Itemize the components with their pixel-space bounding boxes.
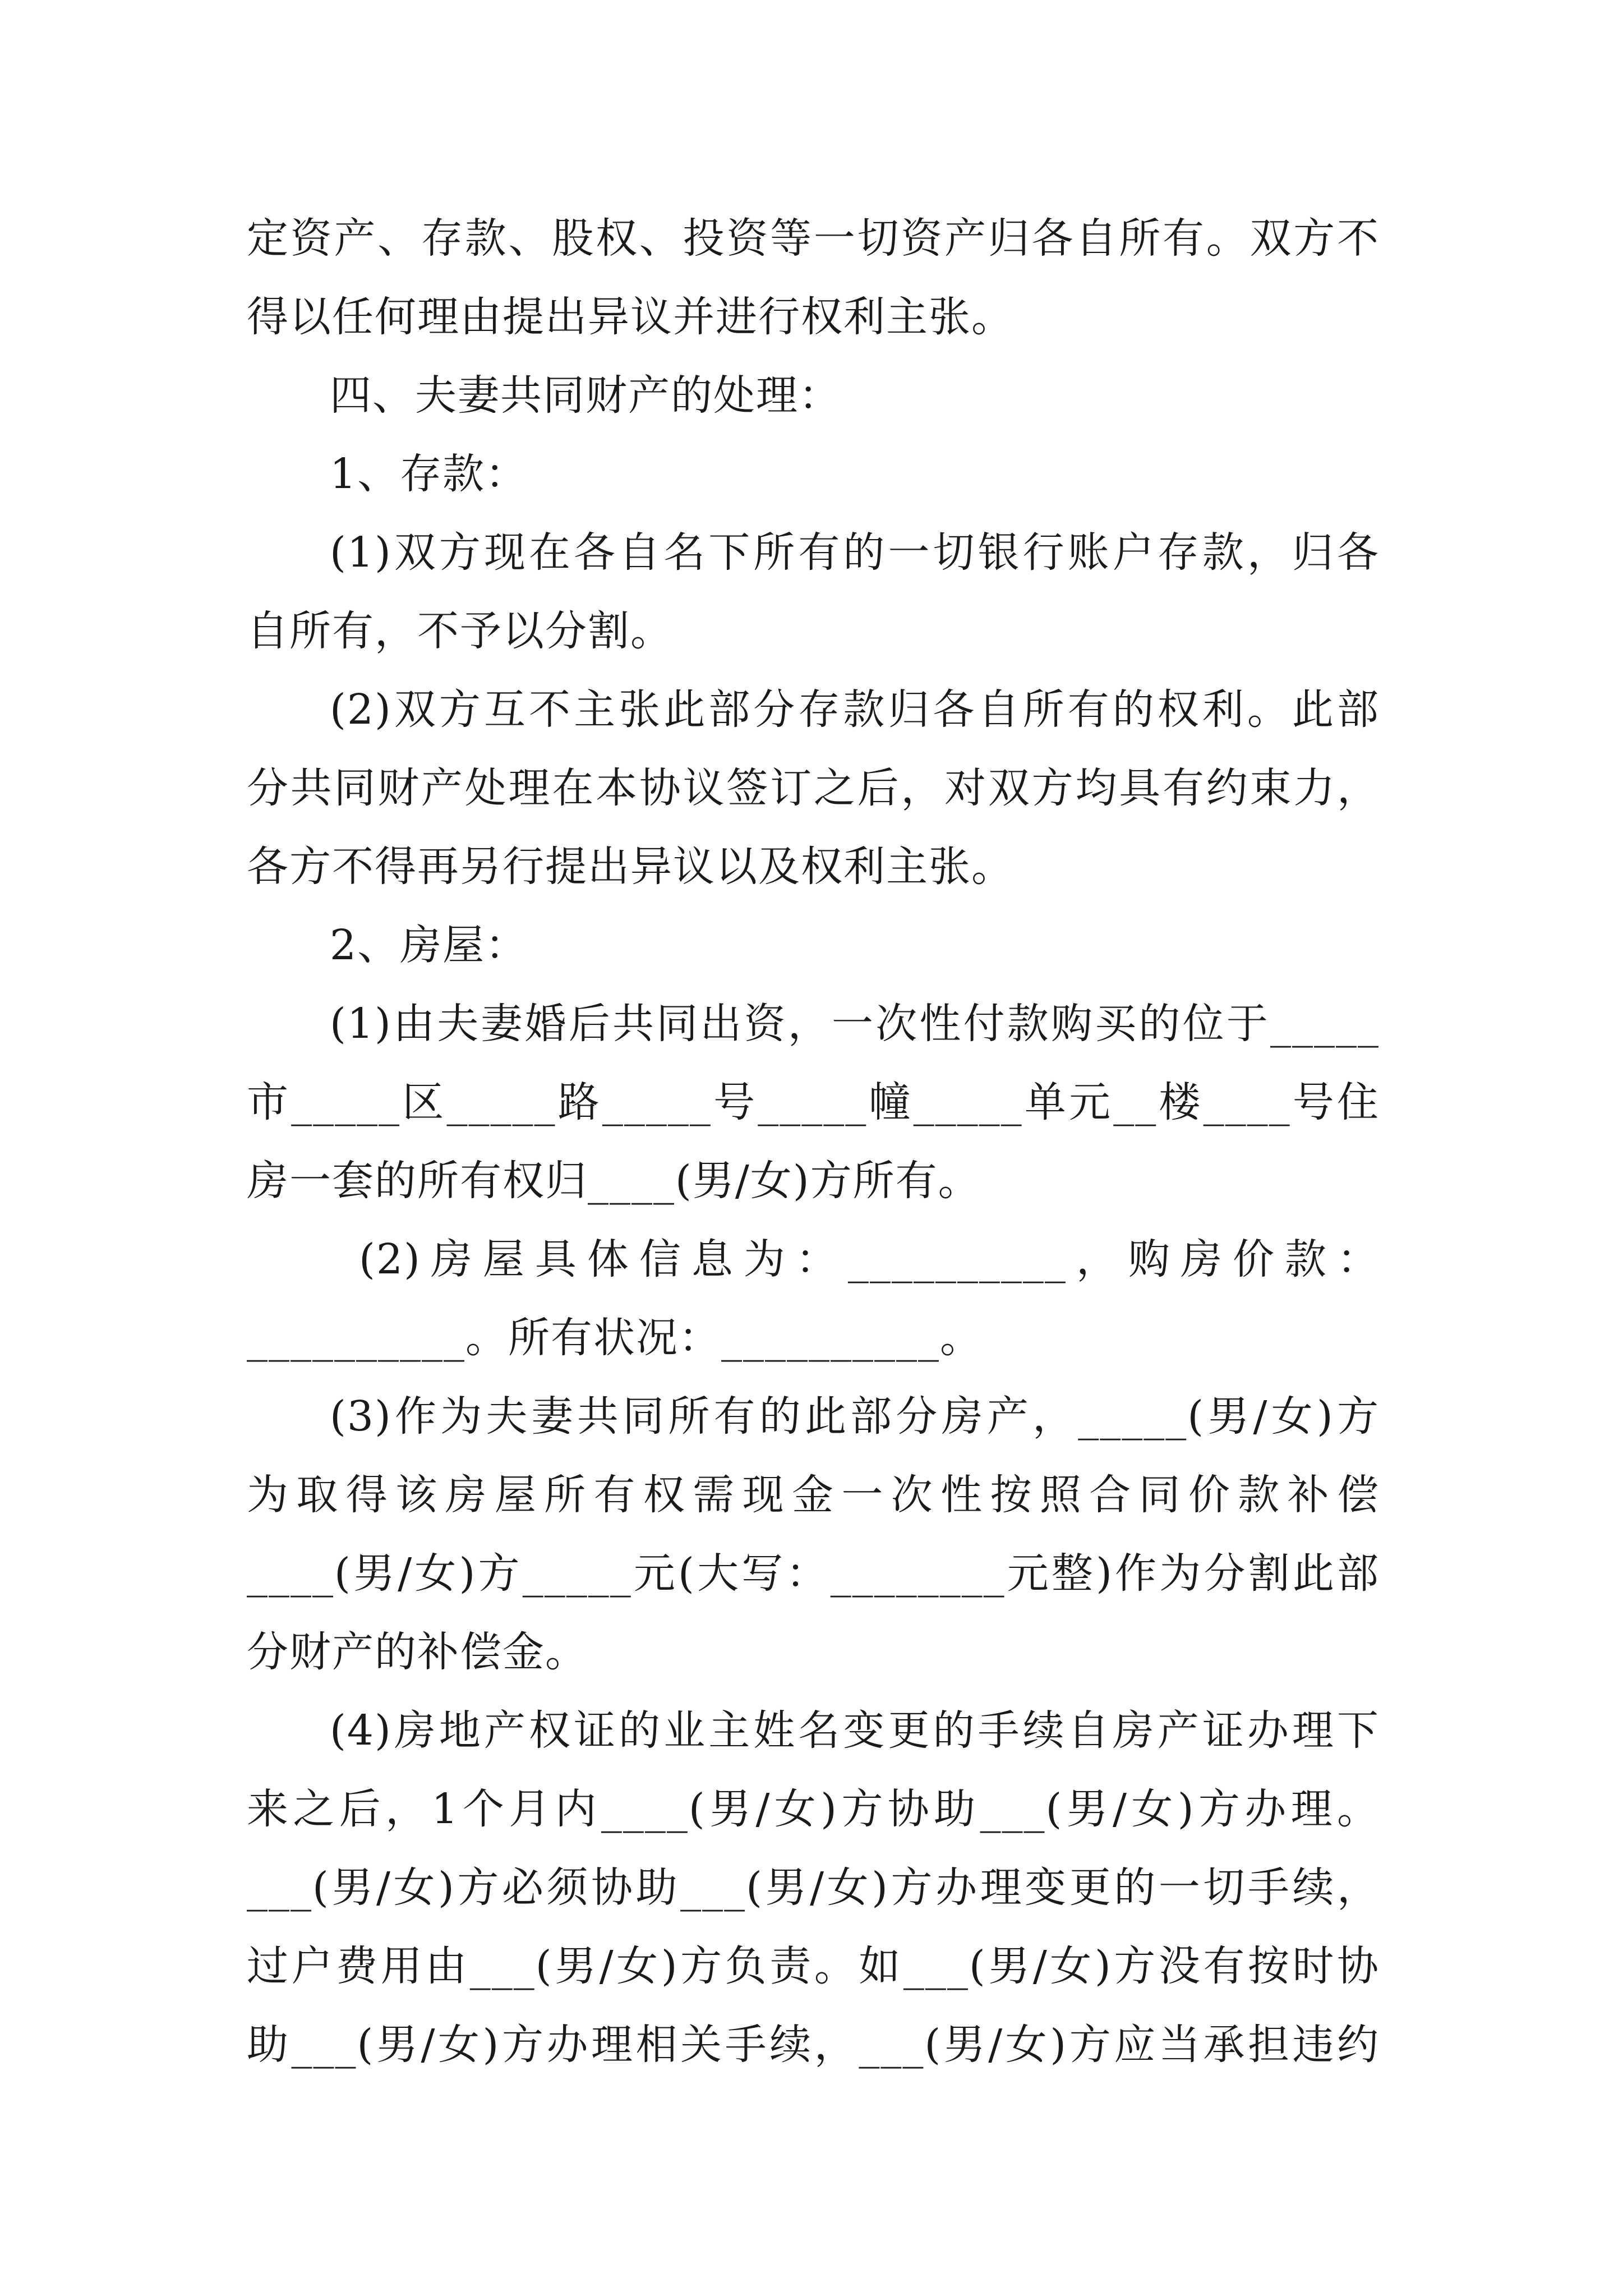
- text-line: (1)由夫妻婚后共同出资，一次性付款购买的位于_____: [330, 1000, 1380, 1048]
- text-line: 得以任何理由提出异议并进行权利主张。: [247, 293, 1014, 341]
- subsection-heading: 1、存款：: [330, 450, 528, 498]
- text-line: 助___(男/女)方办理相关手续，___(男/女)方应当承担违约: [247, 2021, 1380, 2069]
- text-line: 过户费用由___(男/女)方负责。如___(男/女)方没有按时协: [247, 1942, 1380, 1990]
- text-line: (2)房屋具体信息为：__________，购房价款：: [359, 1235, 1380, 1283]
- text-line: ___(男/女)方必须协助___(男/女)方办理变更的一切手续，: [247, 1864, 1380, 1912]
- text-line: (4)房地产权证的业主姓名变更的手续自房产证办理下: [330, 1706, 1380, 1755]
- text-line: (1)双方现在各自名下所有的一切银行账户存款，归各: [330, 528, 1380, 577]
- text-line: 分财产的补偿金。: [247, 1628, 588, 1676]
- text-line: 来之后，1个月内____(男/女)方协助___(男/女)方办理。: [247, 1785, 1380, 1833]
- section-heading: 四、夫妻共同财产的处理：: [330, 371, 841, 420]
- text-line: (3)作为夫妻共同所有的此部分房产，_____(男/女)方: [330, 1392, 1380, 1441]
- text-line: 市_____区_____路_____号_____幢_____单元__楼____号住: [247, 1078, 1380, 1126]
- text-line: __________。所有状况：__________。: [247, 1314, 983, 1362]
- text-line: (2)双方互不主张此部分存款归各自所有的权利。此部: [330, 685, 1380, 734]
- subsection-heading: 2、房屋：: [330, 921, 528, 969]
- text-line: 各方不得再另行提出异议以及权利主张。: [247, 843, 1014, 891]
- text-line: 分共同财产处理在本协议签订之后，对双方均具有约束力，: [247, 764, 1380, 812]
- text-line: 为取得该房屋所有权需现金一次性按照合同价款补偿: [247, 1471, 1380, 1519]
- text-line: 定资产、存款、股权、投资等一切资产归各自所有。双方不: [247, 214, 1380, 263]
- text-line: 自所有，不予以分割。: [247, 607, 673, 655]
- text-line: 房一套的所有权归____(男/女)方所有。: [247, 1157, 981, 1205]
- text-line: ____(男/女)方_____元(大写：________元整)作为分割此部: [247, 1549, 1380, 1598]
